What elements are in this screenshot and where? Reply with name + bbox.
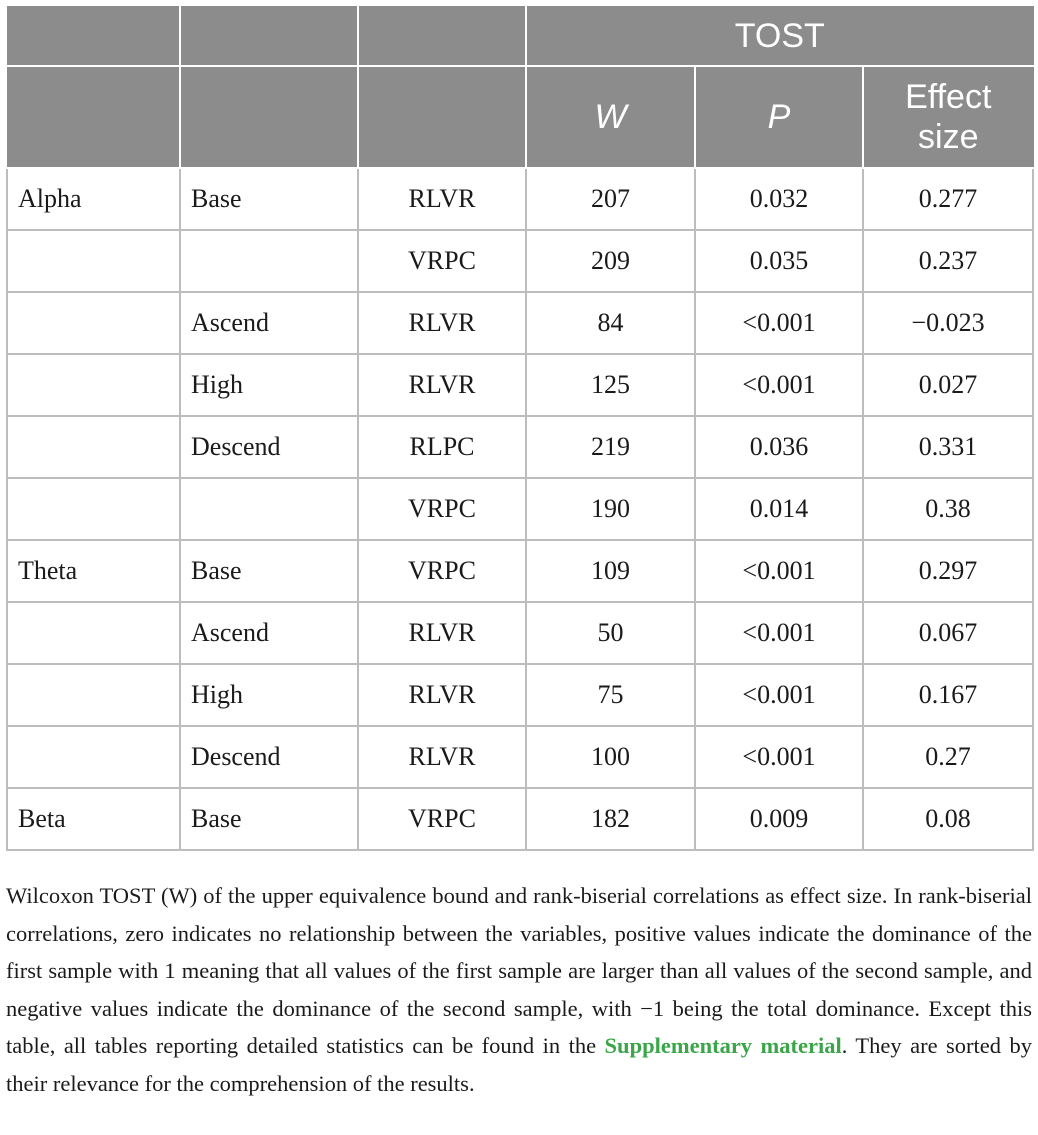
table-row [7,354,1033,416]
cell-p: <0.001 [695,354,863,416]
cell-band [7,478,180,540]
cell-condition: RLPC [358,416,526,478]
cell-effect-size: 0.027 [863,354,1033,416]
table-row [7,602,1033,664]
cell-phase [180,478,358,540]
cell-band [7,602,180,664]
table-row [7,664,1033,726]
cell-condition: VRPC [358,540,526,602]
cell-w: 209 [526,230,695,292]
supplementary-material-link[interactable]: Supplementary material [604,1033,842,1058]
cell-w: 50 [526,602,695,664]
header-w: W [526,66,695,168]
cell-w: 207 [526,168,695,230]
cell-phase: Base [180,788,358,850]
header-blank-band-2 [7,66,180,168]
table-row [7,478,1033,540]
cell-effect-size: 0.237 [863,230,1033,292]
cell-p: 0.035 [695,230,863,292]
header-row-group [7,7,1033,67]
cell-condition: VRPC [358,230,526,292]
table-row [7,230,1033,292]
caption-text-before: Wilcoxon TOST (W) of the upper equivalence bound and rank-biserial correlations as effect size. In rank-biserial correlations, zero indicates no relationship between the variables, positive values indicate the dominance of the first sample with 1 meaning that all values of the first sample are larger than all values of the second sample, and negative values indicate the dominance of the second sample, with −1 being the total dominance. Except this table, all tables reporting detailed statistics can be found in the [6,883,1032,1058]
cell-effect-size: 0.38 [863,478,1033,540]
cell-effect-size: 0.167 [863,664,1033,726]
cell-band [7,664,180,726]
header-blank-condition [358,7,526,67]
table-row [7,292,1033,354]
table-header [7,7,1033,169]
cell-w: 84 [526,292,695,354]
cell-band [7,292,180,354]
cell-effect-size: 0.067 [863,602,1033,664]
cell-w: 182 [526,788,695,850]
cell-condition: RLVR [358,664,526,726]
cell-effect-size: 0.08 [863,788,1033,850]
cell-phase [180,230,358,292]
cell-w: 219 [526,416,695,478]
header-blank-phase-2 [180,66,358,168]
cell-band: Beta [7,788,180,850]
cell-band [7,726,180,788]
header-tost-group: TOST [526,7,1033,67]
cell-effect-size: −0.023 [863,292,1033,354]
cell-w: 190 [526,478,695,540]
table-row [7,416,1033,478]
cell-w: 75 [526,664,695,726]
cell-phase: Descend [180,726,358,788]
cell-phase: High [180,664,358,726]
table-row [7,788,1033,850]
cell-phase: Ascend [180,602,358,664]
table-row [7,726,1033,788]
header-effect-size: Effect size [863,66,1033,168]
cell-band [7,354,180,416]
cell-p: 0.009 [695,788,863,850]
table-caption [6,877,1032,1102]
table-row [7,540,1033,602]
cell-effect-size: 0.277 [863,168,1033,230]
cell-w: 109 [526,540,695,602]
cell-w: 125 [526,354,695,416]
cell-p: <0.001 [695,726,863,788]
header-blank-phase [180,7,358,67]
table-row [7,168,1033,230]
cell-p: <0.001 [695,664,863,726]
cell-effect-size: 0.27 [863,726,1033,788]
cell-condition: RLVR [358,354,526,416]
cell-p: <0.001 [695,540,863,602]
cell-band [7,416,180,478]
cell-condition: VRPC [358,478,526,540]
cell-condition: VRPC [358,788,526,850]
cell-p: <0.001 [695,602,863,664]
cell-band: Alpha [7,168,180,230]
header-blank-condition-2 [358,66,526,168]
cell-effect-size: 0.331 [863,416,1033,478]
results-table-container [6,6,1032,851]
cell-p: <0.001 [695,292,863,354]
cell-condition: RLVR [358,726,526,788]
cell-phase: Descend [180,416,358,478]
cell-condition: RLVR [358,292,526,354]
cell-p: 0.032 [695,168,863,230]
cell-p: 0.036 [695,416,863,478]
cell-band: Theta [7,540,180,602]
cell-effect-size: 0.297 [863,540,1033,602]
header-blank-band [7,7,180,67]
caption-text-after: . They are sorted by their relevance for the comprehension of the results. [6,1033,1032,1096]
cell-phase: Base [180,540,358,602]
cell-phase: High [180,354,358,416]
cell-phase: Ascend [180,292,358,354]
table-body [7,168,1033,850]
cell-band [7,230,180,292]
tost-results-table [6,6,1034,851]
header-row-columns [7,66,1033,168]
cell-p: 0.014 [695,478,863,540]
cell-condition: RLVR [358,168,526,230]
cell-w: 100 [526,726,695,788]
cell-condition: RLVR [358,602,526,664]
cell-phase: Base [180,168,358,230]
header-p: P [695,66,863,168]
